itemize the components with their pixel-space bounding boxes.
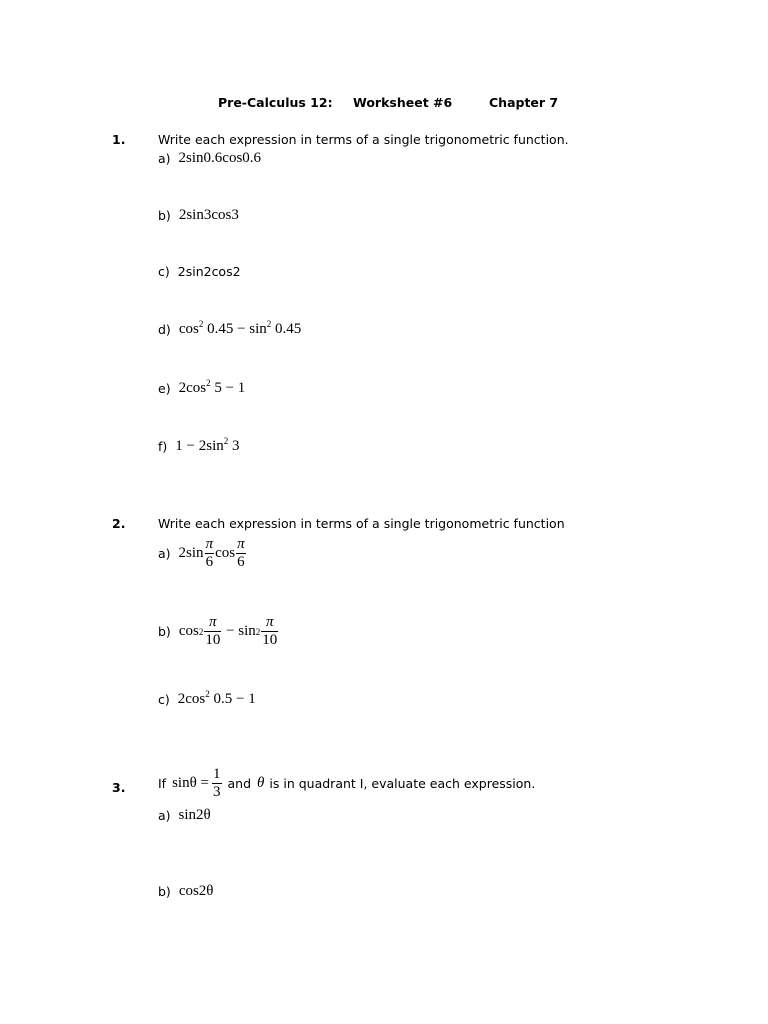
fraction: $\frac{\pi}{6}$ <box>205 536 214 570</box>
q1-prompt: Write each expression in terms of a single trigonometric function. <box>158 132 569 147</box>
part-label: c) <box>158 264 170 279</box>
part-label: f) <box>158 439 168 454</box>
course-title: Pre-Calculus 12: <box>218 95 333 110</box>
q1-number: 1. <box>112 132 126 147</box>
q1-part-d <box>158 321 301 338</box>
fraction: $\frac{\pi}{10}$ <box>262 614 278 648</box>
math-expression: 2sin3cos3 <box>178 207 239 223</box>
math-expression: sin2θ <box>178 807 211 823</box>
q1-part-a <box>158 150 261 167</box>
chapter-title: Chapter 7 <box>489 95 559 110</box>
part-label: e) <box>158 381 171 396</box>
part-label: b) <box>158 884 171 899</box>
part-label: d) <box>158 322 171 337</box>
q3-prompt: If sinθ = $\frac{1}{3}$ and θ is in quadrant I, evaluate each expression. <box>158 766 536 800</box>
math-expression: 2sin $\frac{\pi}{6}$ cos $\frac{\pi}{6}$ <box>178 536 245 570</box>
q3-part-b <box>158 883 214 900</box>
fraction: $\frac{\pi}{10}$ <box>205 614 221 648</box>
math-expression: 2sin0.6cos0.6 <box>178 150 262 166</box>
q2-part-a <box>158 536 247 571</box>
math-expression: $1 - 2\sin^2$ 3 <box>175 436 240 454</box>
math-expression: $\cos^2 0.45 - \sin^2 0.45$ <box>178 319 302 337</box>
q2-part-c <box>158 691 256 708</box>
q3-part-a <box>158 807 211 824</box>
math-expression: $2\cos^2$ 5 − 1 <box>178 378 246 396</box>
math-expression: $2\cos^2$ 0.5 − 1 <box>177 689 256 707</box>
part-label: a) <box>158 808 171 823</box>
part-label: b) <box>158 208 171 223</box>
fraction: $\frac{\pi}{6}$ <box>237 536 245 570</box>
part-label: a) <box>158 151 171 166</box>
q1-part-e <box>158 380 245 397</box>
part-label: c) <box>158 692 170 707</box>
q2-prompt: Write each expression in terms of a single trigonometric function <box>158 516 565 531</box>
q3-number: 3. <box>112 780 126 795</box>
fraction: $\frac{1}{3}$ <box>213 766 221 800</box>
part-label: a) <box>158 546 171 561</box>
worksheet-title: Worksheet #6 <box>353 95 453 110</box>
math-expression: cos2θ <box>178 883 214 899</box>
q1-part-f <box>158 438 240 455</box>
q1-part-c <box>158 264 241 279</box>
math-expression: cos 2 $\frac{\pi}{10}$ − sin 2 $\frac{\pi}{10}$ <box>178 614 278 648</box>
part-label: b) <box>158 624 171 639</box>
q1-part-b <box>158 207 239 224</box>
math-expression: 2sin2cos2 <box>177 264 241 279</box>
q2-number: 2. <box>112 516 126 531</box>
q2-part-b <box>158 614 279 649</box>
